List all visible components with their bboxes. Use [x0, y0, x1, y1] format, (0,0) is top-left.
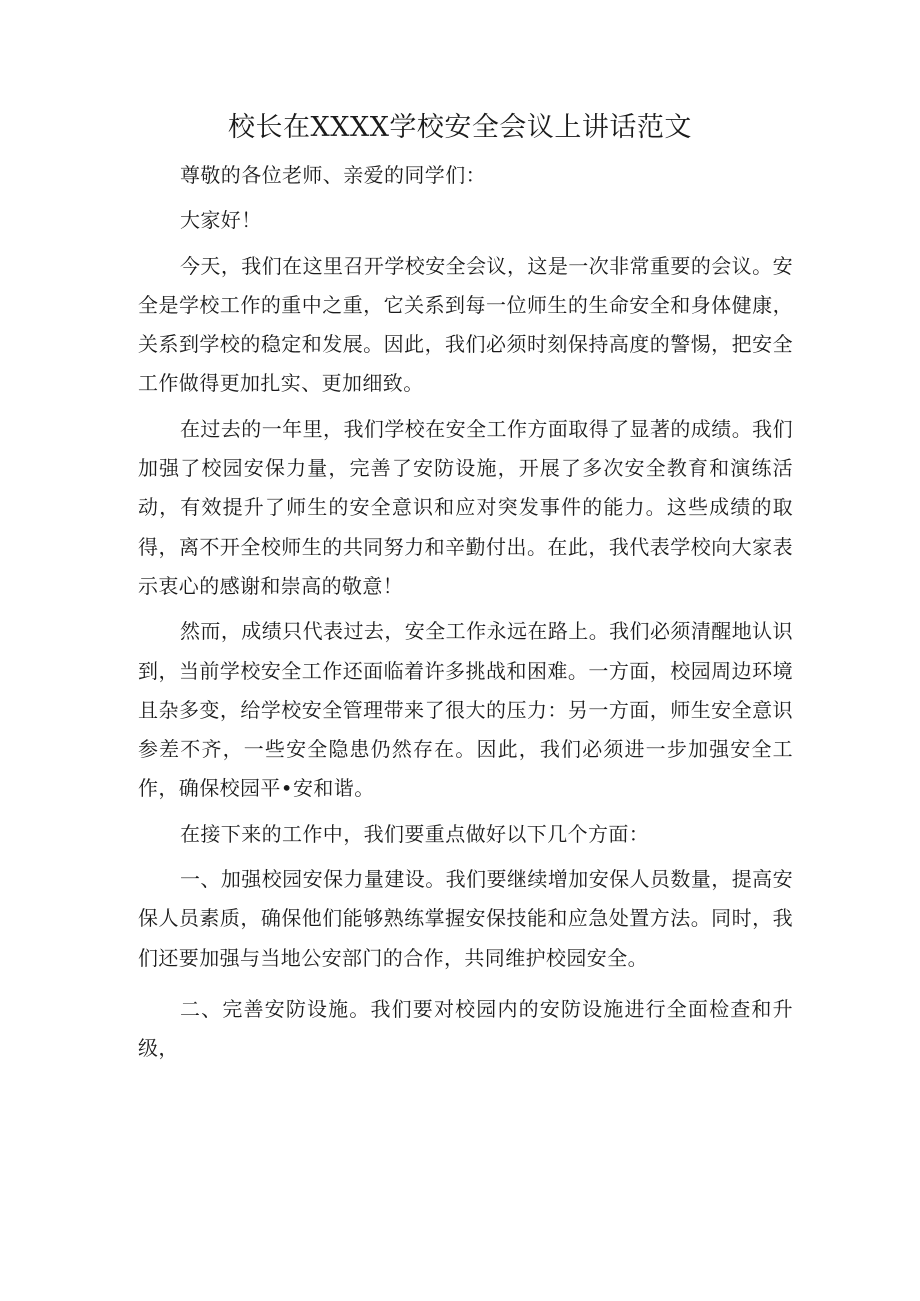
paragraph-salutation: 尊敬的各位老师、亲爱的同学们：	[180, 163, 486, 187]
paragraph-challenges: 然而，成绩只代表过去，安全工作永远在路上。我们必须清醒地认识到，当前学校安全工作还面临着许多挑战和困难。一方面，校园周边环境且杂多变，给学校安全管理带来了很大的压力：另一方面，师生安全意识参差不齐，一些安全隐患仍然存在。因此，我们必须进一步加强安全工作，确保校园平•安和谐。	[138, 619, 793, 801]
paragraph-focus-areas: 在接下来的工作中，我们要重点做好以下几个方面：	[180, 821, 650, 846]
paragraph-intro: 今天，我们在这里召开学校安全会议，这是一次非常重要的会议。安全是学校工作的重中之重，它关系到每一位师生的生命安全和身体健康，关系到学校的稳定和发展。因此，我们必须时刻保持高度的警惕，把安全工作做得更加扎实、更加细致。	[138, 253, 793, 396]
paragraph-greeting: 大家好！	[180, 208, 262, 233]
document-body	[138, 156, 793, 1075]
paragraph-achievements: 在过去的一年里，我们学校在安全工作方面取得了显著的成绩。我们加强了校园安保力量，完善了安防设施，开展了多次安全教育和演练活动，有效提升了师生的安全意识和应对突发事件的能力。这些成绩的取得，离不开全校师生的共同努力和辛勤付出。在此，我代表学校向大家表示衷心的感谢和崇高的敬意！	[138, 416, 793, 598]
document-title: 校长在XXXX学校安全会议上讲话范文	[228, 112, 692, 143]
paragraph-point-one: 一、加强校园安保力量建设。我们要继续增加安保人员数量，提高安保人员素质，确保他们能够熟练掌握安保技能和应急处置方法。同时，我们还要加强与当地公安部门的合作，共同维护校园安全。	[138, 867, 793, 970]
paragraph-point-two: 二、完善安防设施。我们要对校园内的安防设施进行全面检查和升级，	[138, 996, 793, 1061]
